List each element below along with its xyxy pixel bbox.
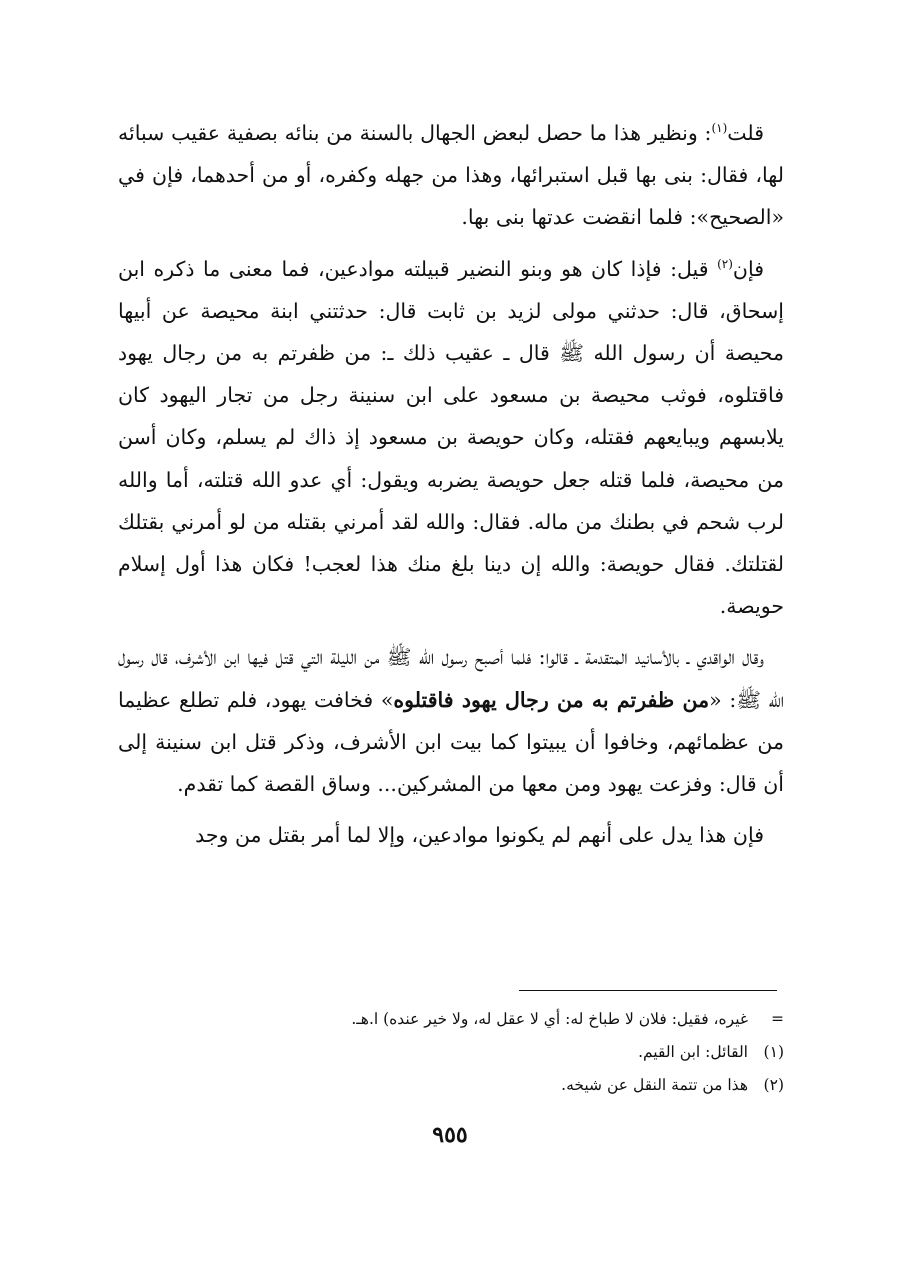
main-text: [118, 112, 784, 865]
footnote-mark: =: [771, 1010, 784, 1028]
paragraph-text: » فخافت يهود، فلم تطلع عظيما من عظمائهم، وخافوا أن يبيتوا كما بيت ابن الأشرف، وذكر قتل ابن سنينة إلى أن قال: وفزعت يهود ومن معها من المشركين... وساق القصة كما تقدم.: [118, 687, 784, 797]
footnote-mark: (١): [763, 1043, 784, 1061]
footnote-mark: (٢): [763, 1076, 784, 1094]
footnote-text: غيره، فقيل: فلان لا طباخ له: أي لا عقل له، ولا خير عنده) ا.هـ.: [351, 1010, 748, 1028]
footnotes: [118, 1003, 784, 1102]
paragraph-text: قيل: فإذا كان هو وبنو النضير قبيلته موادعين، فما معنى ما ذكره ابن إسحاق، قال: حدثني مولى لزيد بن ثابت قال: حدثتني ابنة محيصة عن أبيها محيصة أن رسول الله ﷺ قال ـ عقيب ذلك ـ: من ظفرتم به من رجال يهود فاقتلوه، فوثب محيصة بن مسعود على ابن سنينة رجل من تجار اليهود كان يلابسهم ويبايعهم فقتله، وكان حويصة بن مسعود إذ ذاك لم يسلم، وكان أسن من محيصة، فلما قتله جعل حويصة يضربه ويقول: أي عدو الله قتلته، أما والله لرب شحم في بطنك من ماله. فقال: والله لقد أمرني بقتله من لو أمرني بقتلك لقتلتك. فقال حويصة: والله إن دينا بلغ منك هذا لعجب! فكان هذا أول إسلام حويصة.: [118, 256, 784, 619]
footnote-text: القائل: ابن القيم.: [638, 1043, 748, 1061]
page-number: ٩٥٥: [432, 1122, 468, 1148]
footnote-2: [118, 1069, 784, 1102]
paragraph-1: [118, 112, 784, 239]
paragraph-text: : ونظير هذا ما حصل لبعض الجهال بالسنة من بنائه بصفية عقيب سبائه لها، فقال: بنى بها قبل استبرائها، وهذا من جهله وكفره، أو من أحدهما، فإن في «الصحيح»: فلما انقضت عدتها بنى بها.: [118, 121, 784, 230]
paragraph-3: [118, 636, 784, 805]
footnote-ref-1: (١): [711, 121, 728, 135]
paragraph-text: قلت: [727, 121, 764, 145]
paragraph-text: وقال الواقدي ـ بالأسانيد المتقدمة ـ قالوا: فلما أصبح رسول الله ﷺ من الليلة التي قتل فيها ابن الأشرف، قال رسول الله ﷺ: «: [118, 645, 784, 712]
footnote-ref-2: (٢): [717, 256, 733, 271]
footnote-1: [118, 1036, 784, 1069]
footnote-divider: [519, 990, 777, 991]
paragraph-4: [118, 814, 784, 856]
footnote-text: هذا من تتمة النقل عن شيخه.: [561, 1076, 748, 1094]
paragraph-text: فإن: [732, 256, 764, 281]
bold-hadith-quote: من ظفرتم به من رجال يهود فاقتلوه: [393, 687, 710, 712]
paragraph-text: فإن هذا يدل على أنهم لم يكونوا موادعين، وإلا لما أمر بقتل من وجد: [195, 823, 764, 848]
footnote-continuation: [118, 1003, 784, 1036]
paragraph-2: [118, 248, 784, 628]
